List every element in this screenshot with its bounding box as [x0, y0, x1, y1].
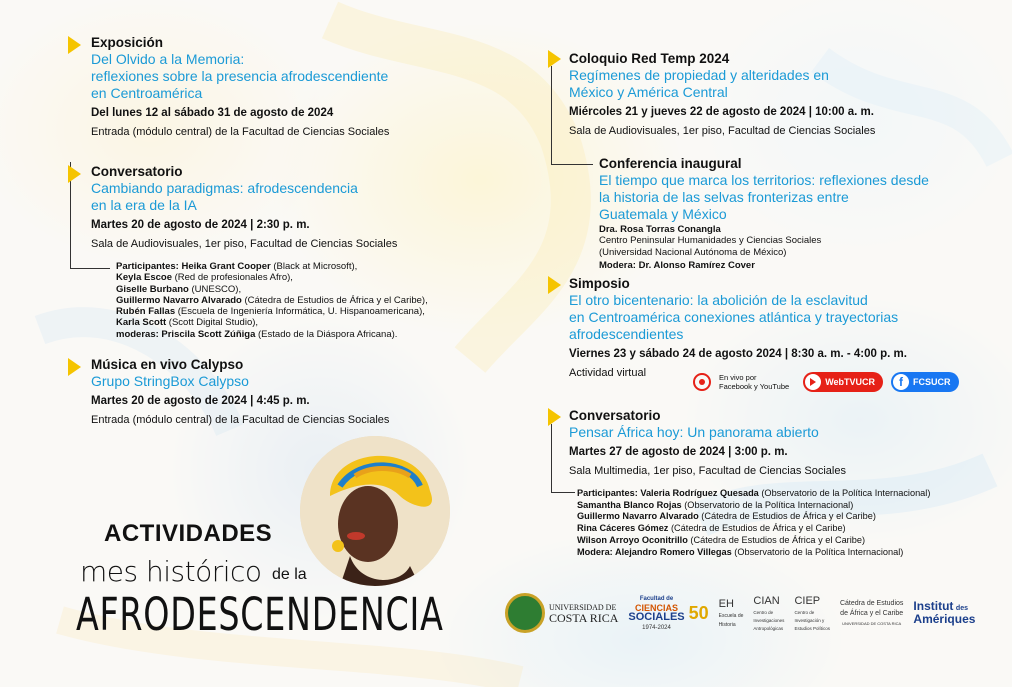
speaker-affiliation: (Universidad Nacional Autónoma de México): [599, 246, 787, 258]
ucr-seal-icon: [505, 593, 545, 633]
event-kicker: Coloquio Red Temp 2024: [569, 51, 730, 66]
participant-org: (Scott Digital Studio),: [168, 317, 259, 329]
participant-org: (Cátedra de Estudios de África y el Caribe): [701, 511, 876, 522]
ciep-mark: CIEP: [794, 595, 821, 607]
participant-row: [116, 272, 506, 283]
participant-name: Valeria Rodríguez Quesada: [640, 488, 759, 498]
event-date: Del lunes 12 al sábado 31 de agosto de 2024: [91, 107, 334, 119]
participant-name: Rina Cáceres Gómez: [577, 523, 669, 534]
ucr-logo: [505, 593, 618, 633]
institut-line: Institut: [913, 598, 954, 613]
participant-org: (Observatorio de la Política Internacional): [761, 488, 931, 498]
participant-row: [116, 261, 506, 272]
event-place: Entrada (módulo central) de la Facultad de Ciencias Sociales: [91, 126, 390, 138]
catedra-logo: [840, 598, 903, 628]
participant-org: (Estado de la Diáspora Africana).: [258, 328, 398, 340]
event-kicker: Conferencia inaugural: [599, 156, 742, 171]
facebook-link[interactable]: [891, 372, 959, 392]
hero-title-actividades: ACTIVIDADES: [104, 520, 273, 547]
cian-line: Investigaciones: [753, 618, 785, 623]
live-links-row: [693, 370, 959, 394]
event-title-line: El tiempo que marca los territorios: reflexiones desde: [599, 172, 929, 188]
event-title-line: Regímenes de propiedad y alteridades en: [569, 67, 829, 83]
cian-mark: CIAN: [753, 595, 780, 607]
ciep-line: Estudios Políticos: [794, 626, 830, 631]
yellow-arrow-icon: [548, 408, 561, 426]
event-title-line: Cambiando paradigmas: afrodescendencia: [91, 180, 358, 196]
moderator: Modera: Dr. Alonso Ramírez Cover: [599, 259, 755, 271]
fcs-badge: 50: [688, 602, 709, 623]
participant-name: Samantha Blanco Rojas: [577, 499, 682, 510]
participant-name: Modera: Alejandro Romero Villegas: [577, 546, 732, 557]
participant-org: (Escuela de Ingeniería Informática, U. Hispanoamericana),: [177, 306, 425, 318]
speaker-affiliation: Centro Peninsular Humanidades y Ciencias Sociales: [599, 235, 822, 247]
hero-title-mes: mes histórico: [80, 555, 262, 588]
divider-line: [551, 424, 552, 492]
event-pensar-africa: [569, 408, 989, 479]
participant-row: [577, 523, 1007, 535]
participant-org: (Black at Microsoft),: [273, 261, 358, 272]
ucr-line: COSTA RICA: [549, 610, 619, 625]
event-title-line: afrodescendientes: [569, 326, 684, 342]
participants-label: Participantes:: [116, 261, 179, 272]
participant-name: Karla Scott: [116, 317, 167, 329]
participant-row: [577, 488, 1007, 500]
event-kicker: Simposio: [569, 276, 630, 291]
event-date: Miércoles 21 y jueves 22 de agosto de 2024 | 10:00 a. m.: [569, 106, 874, 118]
event-conferencia: [599, 156, 999, 271]
event-title-line: la historia de las selvas fronterizas entre: [599, 189, 849, 205]
participants-label: Participantes:: [577, 488, 638, 498]
participant-name: Heika Grant Cooper: [181, 261, 271, 272]
event-place: Sala Multimedia, 1er piso, Facultad de Ciencias Sociales: [569, 465, 846, 477]
portrait-illustration: [300, 436, 450, 586]
cian-logo: [753, 594, 784, 632]
event-conversatorio-ia: [91, 164, 491, 252]
event-title-line: Pensar África hoy: Un panorama abierto: [569, 424, 819, 440]
participant-name: moderas: Priscila Scott Zúñiga: [116, 328, 256, 340]
fcs-logo: [628, 593, 708, 633]
institut-line: des: [955, 604, 968, 612]
sponsor-logos: [505, 588, 995, 638]
live-broadcast-icon: [693, 373, 711, 391]
participant-name: Wilson Arroyo Oconitrillo: [577, 534, 688, 545]
yellow-arrow-icon: [68, 165, 81, 183]
event-coloquio: [569, 51, 989, 139]
eh-line: Escuela de: [718, 613, 744, 619]
event-title-line: reflexiones sobre la presencia afrodescendiente: [91, 68, 389, 84]
event-place: Sala de Audiovisuales, 1er piso, Facultad de Ciencias Sociales: [569, 125, 876, 137]
fcs-line: CIENCIAS: [635, 603, 679, 613]
participant-org: (UNESCO),: [191, 283, 242, 295]
ciep-line: Investigación y: [794, 618, 825, 623]
ciep-line: Centro de: [794, 610, 815, 615]
participant-row: [577, 535, 1007, 547]
participant-org: (Observatorio de la Política Internacional): [734, 546, 904, 557]
live-text: [719, 373, 789, 391]
event-title-line: en Centroamérica: [91, 85, 203, 101]
catedra-line: de África y el Caribe: [840, 610, 904, 617]
event-kicker: Conversatorio: [569, 408, 661, 423]
fcs-line: SOCIALES: [628, 611, 685, 623]
participant-row: [116, 306, 506, 317]
event-place: Sala de Audiovisuales, 1er piso, Facultad de Ciencias Sociales: [91, 238, 398, 250]
event-musica: [91, 357, 491, 428]
participants-list: [116, 261, 506, 340]
event-title-line: en la era de la IA: [91, 197, 197, 213]
yellow-arrow-icon: [548, 50, 561, 68]
fcs-line: 1974-2024: [642, 625, 671, 631]
participant-name: Guillermo Navarro Alvarado: [577, 511, 699, 522]
catedra-line: Cátedra de Estudios: [839, 600, 904, 607]
divider-line: [70, 268, 110, 269]
event-kicker: Música en vivo Calypso: [91, 357, 244, 372]
participant-org: (Observatorio de la Política Internacional): [684, 499, 854, 510]
youtube-icon: [805, 374, 821, 390]
eh-logo: [719, 597, 744, 629]
yellow-arrow-icon: [68, 36, 81, 54]
participant-name: Rubén Fallas: [116, 306, 176, 318]
facebook-icon: f: [893, 374, 909, 390]
live-text-line: Facebook y YouTube: [719, 382, 790, 391]
divider-line: [551, 164, 593, 165]
participant-row: [116, 317, 506, 328]
fcs-line: Facultad de: [639, 596, 674, 602]
event-date: Martes 20 de agosto de 2024 | 4:45 p. m.: [91, 395, 310, 407]
eh-line: Historia: [718, 622, 736, 628]
participant-org: (Cátedra de Estudios de África y el Caribe): [690, 534, 866, 545]
event-title-line: en Centroamérica conexiones atlántica y trayectorias: [569, 309, 899, 325]
cian-line: Antropológicas: [753, 626, 784, 631]
event-title-line: México y América Central: [569, 84, 728, 100]
participant-name: Giselle Burbano: [116, 283, 189, 295]
event-date: Martes 20 de agosto de 2024 | 2:30 p. m.: [91, 219, 310, 231]
yellow-arrow-icon: [68, 358, 81, 376]
participant-row: [116, 284, 506, 295]
eh-mark: EH: [718, 598, 734, 610]
speaker-name: Dra. Rosa Torras Conangla: [599, 224, 721, 235]
participant-row: [577, 500, 1007, 512]
event-date: Martes 27 de agosto de 2024 | 3:00 p. m.: [569, 446, 788, 458]
ciep-logo: [794, 594, 830, 632]
event-simposio: [569, 276, 989, 381]
institut-line: Amériques: [913, 611, 976, 626]
participants-list: [577, 488, 1007, 558]
participant-name: Keyla Escoe: [116, 272, 172, 284]
ucr-line: UNIVERSIDAD DE: [549, 602, 617, 612]
divider-line: [551, 66, 552, 164]
participant-name: Guillermo Navarro Alvarado: [116, 294, 242, 306]
participant-org: (Cátedra de Estudios de África y el Caribe): [670, 523, 846, 534]
event-place: Actividad virtual: [569, 367, 647, 379]
event-place: Entrada (módulo central) de la Facultad de Ciencias Sociales: [91, 414, 390, 426]
participant-row: [577, 511, 1007, 523]
participant-row: [116, 295, 506, 306]
catedra-line: UNIVERSIDAD DE COSTA RICA: [842, 621, 902, 626]
event-title-line: Grupo StringBox Calypso: [91, 373, 249, 389]
youtube-link[interactable]: [803, 372, 883, 392]
event-title-line: Guatemala y México: [599, 206, 727, 222]
participant-row: [116, 329, 506, 340]
institut-logo: [913, 598, 976, 626]
participant-org: (Red de profesionales Afro),: [174, 272, 293, 284]
cian-line: Centro de: [753, 610, 774, 615]
event-title-line: Del Olvido a la Memoria:: [91, 51, 245, 67]
participant-row: [577, 547, 1007, 559]
event-title-line: El otro bicentenario: la abolición de la esclavitud: [569, 292, 868, 308]
hero-title-afrodescendencia: AFRODESCENDENCIA: [76, 588, 444, 641]
youtube-label: WebTVUCR: [825, 377, 876, 387]
event-kicker: Conversatorio: [91, 164, 183, 179]
participant-org: (Cátedra de Estudios de África y el Caribe),: [244, 294, 428, 306]
event-date: Viernes 23 y sábado 24 de agosto 2024 | 8:30 a. m. - 4:00 p. m.: [569, 348, 907, 360]
divider-line: [551, 492, 575, 493]
yellow-arrow-icon: [548, 276, 561, 294]
event-kicker: Exposición: [91, 35, 164, 50]
live-text-line: En vivo por: [719, 373, 757, 382]
event-exposicion: [91, 35, 491, 140]
facebook-label: FCSUCR: [913, 377, 951, 387]
hero-title-dela: de la: [272, 566, 307, 583]
